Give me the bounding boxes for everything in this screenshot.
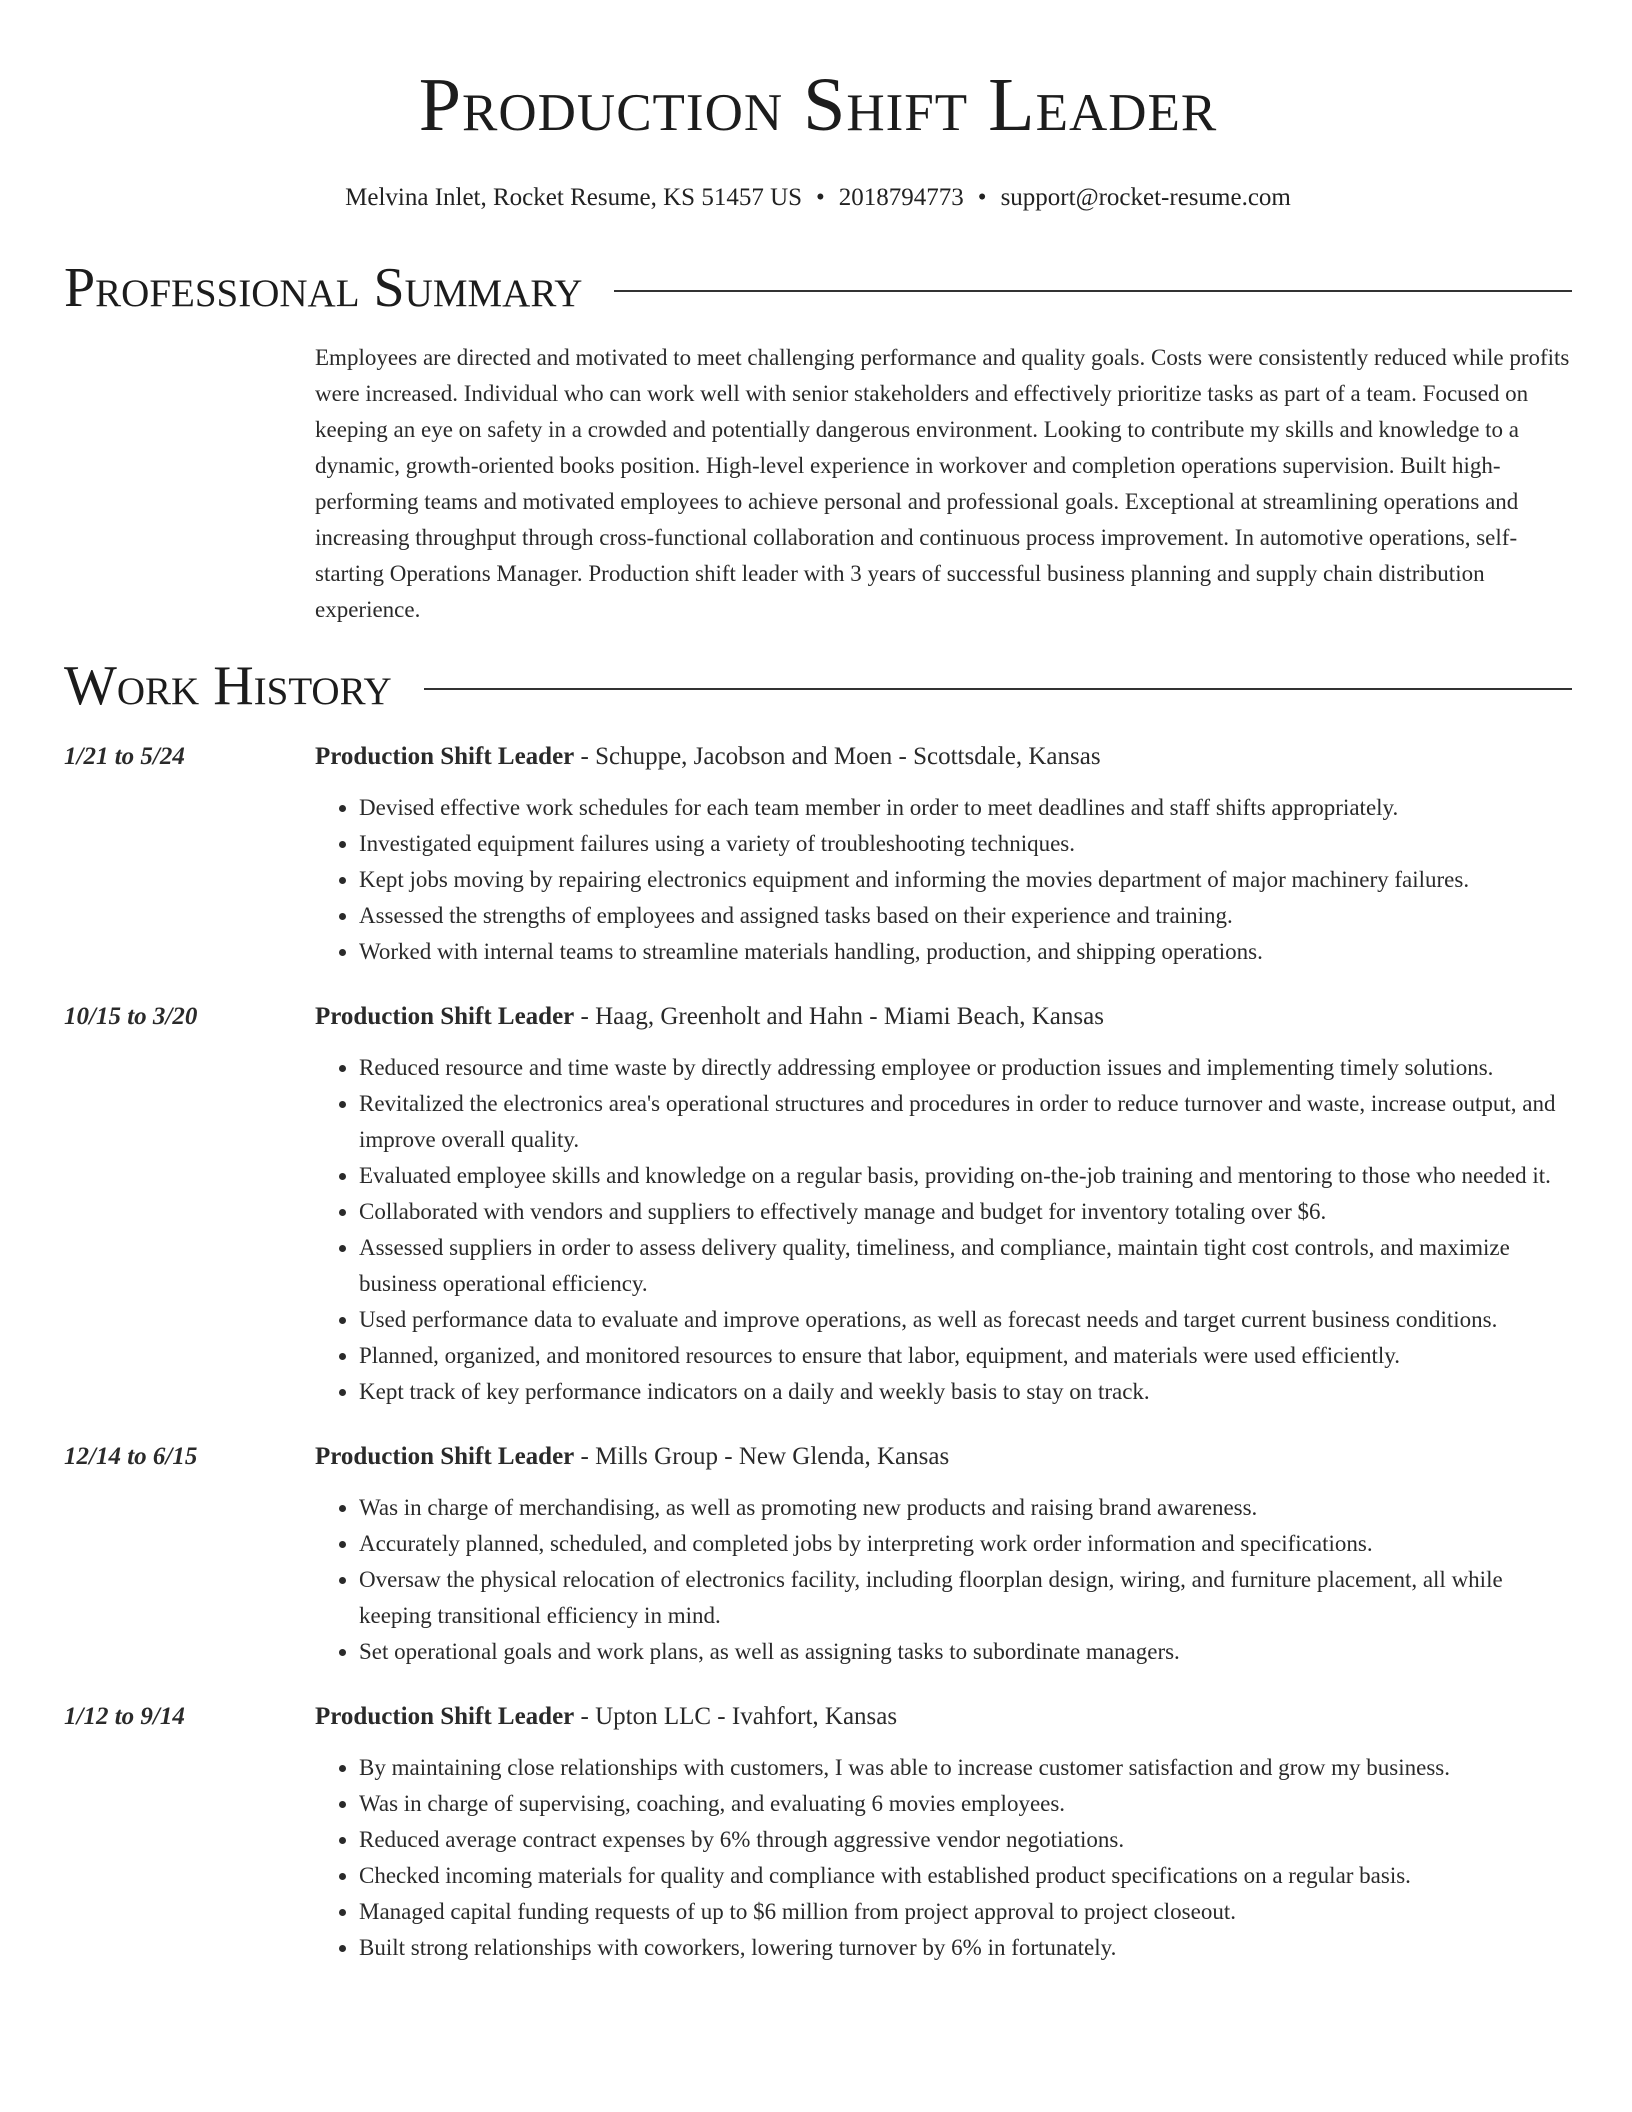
contact-separator: • (816, 184, 825, 211)
resume-page (64, 0, 1572, 1966)
job-employer: - Mills Group - New Glenda, Kansas (574, 1443, 950, 1470)
job-bullet: • Reduced resource and time waste by directly addressing employee or production issues and implementing timely solutions. (359, 1050, 1572, 1086)
job-bullets (315, 790, 1572, 970)
job-title: Production Shift Leader (315, 1443, 575, 1470)
job-bullet: • Was in charge of merchandising, as well as promoting new products and raising brand awareness. (359, 1490, 1572, 1526)
job-title: Production Shift Leader (315, 1703, 575, 1730)
job-title: Production Shift Leader (315, 1003, 575, 1030)
job-entry (64, 740, 1572, 970)
job-employer: - Upton LLC - Ivahfort, Kansas (574, 1703, 898, 1730)
job-bullet: • By maintaining close relationships with customers, I was able to increase customer satisfaction and grow my business. (359, 1750, 1572, 1786)
job-body (315, 1700, 1572, 1966)
contact-separator: • (977, 184, 987, 211)
job-bullet: • Managed capital funding requests of up to $6 million from project approval to project closeout. (359, 1894, 1572, 1930)
job-title: Production Shift Leader (315, 743, 575, 770)
job-bullet: • Accurately planned, scheduled, and completed jobs by interpreting work order information and specifications. (359, 1526, 1572, 1562)
job-bullet: • Kept jobs moving by repairing electronics equipment and informing the movies department of major machinery failures. (359, 862, 1572, 898)
section-divider (424, 688, 1572, 690)
job-dates: 1/21 to 5/24 (64, 743, 185, 770)
job-bullet: • Reduced average contract expenses by 6% through aggressive vendor negotiations. (359, 1822, 1572, 1858)
job-employer: - Schuppe, Jacobson and Moen - Scottsdale, Kansas (574, 743, 1101, 770)
job-title-line (315, 1000, 1572, 1034)
job-title-line (315, 740, 1572, 774)
job-bullet: • Built strong relationships with coworkers, lowering turnover by 6% in fortunately. (359, 1930, 1572, 1966)
job-bullets (315, 1490, 1572, 1670)
contact-email: support@rocket-resume.com (1000, 184, 1291, 211)
job-employer: - Haag, Greenholt and Hahn - Miami Beach, Kansas (574, 1003, 1104, 1030)
job-dates: 12/14 to 6/15 (64, 1443, 198, 1470)
job-bullet: • Planned, organized, and monitored resources to ensure that labor, equipment, and materials were used efficiently. (359, 1338, 1572, 1374)
job-entry (64, 1700, 1572, 1966)
job-body (315, 1000, 1572, 1410)
job-title-line (315, 1700, 1572, 1734)
job-body (315, 1440, 1572, 1670)
job-title-line (315, 1440, 1572, 1474)
contact-address: Melvina Inlet, Rocket Resume, KS 51457 US (345, 184, 803, 211)
summary-section-header (64, 256, 1572, 320)
job-bullets (315, 1050, 1572, 1410)
job-bullet: • Devised effective work schedules for each team member in order to meet deadlines and staff shifts appropriately. (359, 790, 1572, 826)
job-entry (64, 1440, 1572, 1670)
job-bullet: • Investigated equipment failures using a variety of troubleshooting techniques. (359, 826, 1572, 862)
job-bullet: • Used performance data to evaluate and improve operations, as well as forecast needs and target current business conditions. (359, 1302, 1572, 1338)
job-bullet: • Was in charge of supervising, coaching, and evaluating 6 movies employees. (359, 1786, 1572, 1822)
job-body (315, 740, 1572, 970)
candidate-name: Production Shift Leader (418, 63, 1218, 147)
job-bullets (315, 1750, 1572, 1966)
job-bullet: • Revitalized the electronics area's operational structures and procedures in order to reduce turnover and waste, increase output, and improve overall quality. (359, 1086, 1572, 1158)
job-bullet: • Set operational goals and work plans, as well as assigning tasks to subordinate managers. (359, 1634, 1572, 1670)
job-bullet: • Evaluated employee skills and knowledge on a regular basis, providing on-the-job training and mentoring to those who needed it. (359, 1158, 1572, 1194)
job-dates: 10/15 to 3/20 (64, 1003, 198, 1030)
job-entry (64, 1000, 1572, 1410)
work-heading: Work History (64, 655, 392, 717)
summary-text: Employees are directed and motivated to meet challenging performance and quality goals. Costs were consistently reduced while profits were increased. Individual who can work well with senior stakeholders and effectively prioritize tasks as part of a team. Focused on keeping an eye on safety in a crowded and potentially dangerous environment. Looking to contribute my skills and knowledge to a dynamic, growth-oriented books position. High-level experience in workover and completion operations supervision. Built high-performing teams and motivated employees to achieve personal and professional goals. Exceptional at streamlining operations and increasing throughput through cross-functional collaboration and continuous process improvement. In automotive operations, self-starting Operations Manager. Production shift leader with 3 years of successful business planning and supply chain distribution experience. (315, 345, 1570, 622)
contact-line (64, 182, 1572, 214)
job-dates: 1/12 to 9/14 (64, 1703, 185, 1730)
job-bullet: • Oversaw the physical relocation of electronics facility, including floorplan design, wiring, and furniture placement, all while keeping transitional efficiency in mind. (359, 1562, 1572, 1634)
summary-heading: Professional Summary (64, 257, 583, 319)
job-bullet: • Kept track of key performance indicators on a daily and weekly basis to stay on track. (359, 1374, 1572, 1410)
job-bullet: • Worked with internal teams to streamline materials handling, production, and shipping operations. (359, 934, 1572, 970)
job-bullet: • Collaborated with vendors and suppliers to effectively manage and budget for inventory totaling over $6. (359, 1194, 1572, 1230)
job-bullet: • Assessed the strengths of employees and assigned tasks based on their experience and training. (359, 898, 1572, 934)
section-divider (614, 290, 1572, 292)
job-bullet: • Assessed suppliers in order to assess delivery quality, timeliness, and compliance, maintain tight cost controls, and maximize business operational efficiency. (359, 1230, 1572, 1302)
work-history-list (64, 740, 1572, 1966)
contact-phone: 2018794773 (838, 184, 964, 211)
work-section-header (64, 654, 1572, 718)
job-bullet: • Checked incoming materials for quality and compliance with established product specifications on a regular basis. (359, 1858, 1572, 1894)
